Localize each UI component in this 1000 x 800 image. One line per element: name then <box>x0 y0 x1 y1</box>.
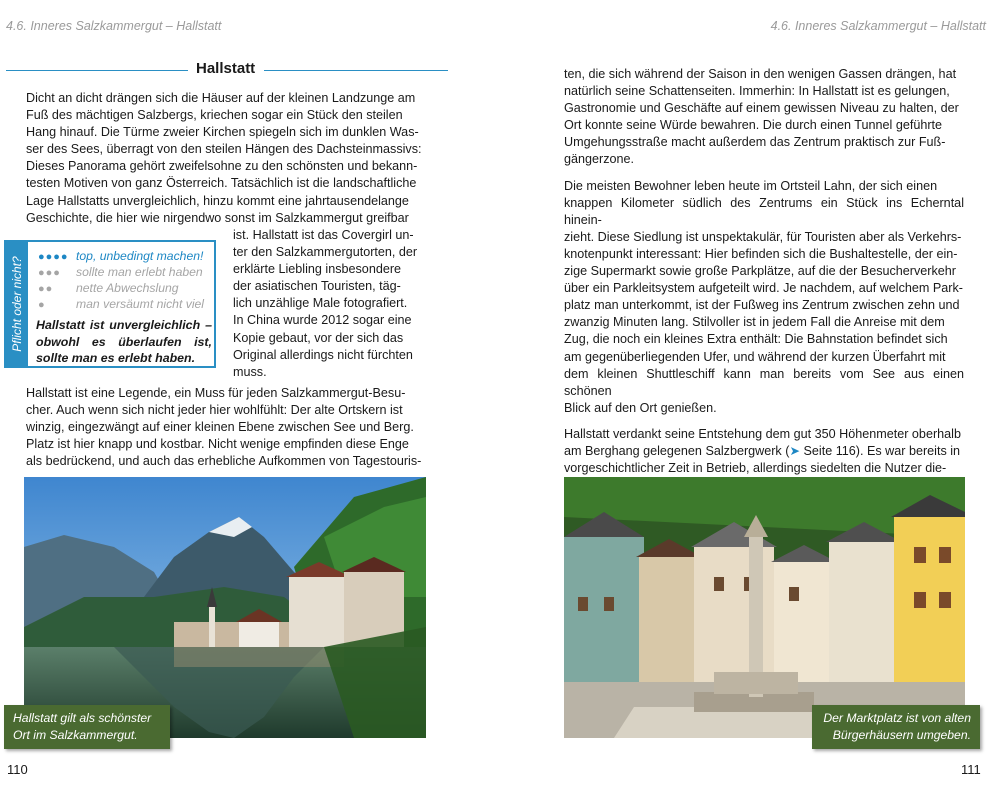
marktplatz-photo <box>564 477 965 738</box>
text-line: Dicht an dicht drängen sich die Häuser auf der kleinen Landzunge am <box>26 91 416 105</box>
text-line: Hallstatt ist eine Legende, ein Muss für jeden Salzkammergut-Besu- <box>26 386 406 400</box>
text-line: Hang hinauf. Die Türme zweier Kirchen spiegeln sich im dunklen Was- <box>26 125 419 140</box>
text-line: Geschichte, die hier wie nirgendwo sonst im Salzkammergut greifbar <box>26 210 409 225</box>
text-line: muss. <box>233 364 267 379</box>
text-line: natürlich seine Schattenseiten. Immerhin: In Hallstatt ist es gelungen, <box>564 84 950 99</box>
text-line: Umgehungsstraße macht außerdem das Zentrum praktisch zur Fuß- <box>564 135 946 150</box>
text-line: Kopie gebaut, vor der sich das <box>233 330 404 345</box>
rating-dots-icon: ●● <box>38 283 54 295</box>
section-heading: Hallstatt <box>196 60 256 77</box>
page-number-right: 111 <box>961 762 981 777</box>
text-line: Hallstatt verdankt seine Entstehung dem gut 350 Höhenmeter oberhalb <box>564 426 961 441</box>
text-line: Dieses Panorama gehört zweifelsohne zu den schönsten und bekann- <box>26 159 418 174</box>
text-line: knappen Kilometer südlich des Zentrums ein Stück ins Echerntal hinein- <box>564 195 964 227</box>
rating-row-top <box>38 249 203 263</box>
cross-reference-link[interactable]: Seite 116 <box>800 443 856 458</box>
text-line: Ort konnte seine Würde bewahren. Die durch einen Tunnel geführte <box>564 118 943 133</box>
rating-dots-icon: ●●●● <box>38 251 69 263</box>
text-line: über ein Parkleitsystem aufgeteilt wird. Je nachdem, auf welchem Park- <box>564 281 963 296</box>
text-line: dem kleinen Shuttleschiff kann man bereits vom See aus einen schönen <box>564 366 964 398</box>
rating-label: nette Abwechslung <box>76 281 179 295</box>
text-line: testen Motiven von ganz Österreich. Tatsächlich ist die landschaftliche <box>26 176 417 191</box>
text-line: Fuß des mächtigen Salzbergs, kriechen sogar ein Stück den steilen <box>26 108 403 123</box>
text-line: ser des Sees, überragt von den steilen Hängen des Dachsteinmassivs: <box>26 142 422 157</box>
text-line: ter den Salzkammergutorten, der <box>233 245 418 260</box>
text-line: am gegenüberliegenden Ufer, und während der kurzen Überfahrt mit <box>564 349 946 364</box>
paragraph <box>564 178 964 417</box>
sidebar-tab <box>6 242 28 366</box>
text-line: Original allerdings nicht fürchten <box>233 347 413 362</box>
intro-paragraph <box>26 90 426 227</box>
text-line: ten, die sich während der Saison in den wenigen Gassen drängen, hat <box>564 67 957 81</box>
photo-caption-left: Hallstatt gilt als schönster Ort im Salzkammergut. <box>4 705 170 749</box>
sidebar-verdict: Hallstatt ist unvergleichlich – obwohl es überlaufen ist, sollte man es erlebt haben. <box>36 318 212 365</box>
intro-wrap-text <box>233 227 426 381</box>
heading-rule-left <box>6 70 188 71</box>
text-line: cher. Auch wenn sich nicht jeder hier wohlfühlt: Der alte Ortskern ist <box>26 403 403 418</box>
text-line: zwanzig Minuten lang. Stilvoller ist in jedem Fall die Anreise mit dem <box>564 315 945 330</box>
heading-rule-right <box>264 70 448 71</box>
text-line: platz man unterkommt, ist der Fußweg ins Zentrum zwischen zehn und <box>564 298 960 313</box>
text-line: lich unzählige Male fotografiert. <box>233 296 408 311</box>
text-line: In China wurde 2012 sogar eine <box>233 313 412 328</box>
text-line: vorgeschichtlicher Zeit in Betrieb, allerdings siedelten die Nutzer die- <box>564 461 947 476</box>
running-header-right: 4.6. Inneres Salzkammergut – Hallstatt <box>770 19 986 33</box>
text-line: Die meisten Bewohner leben heute im Ortsteil Lahn, der sich einen <box>564 178 938 193</box>
text-line: ist. Hallstatt ist das Covergirl un- <box>233 228 414 242</box>
text-line: als bedrückend, und auch das erhebliche Aufkommen von Tagestouris- <box>26 454 422 469</box>
right-body-text <box>564 66 964 520</box>
text-line: erklärte Liebling insbesondere <box>233 262 402 277</box>
text-line: Gastronomie und Geschäfte auf einem gewissen Niveau zu halten, der <box>564 101 959 116</box>
paragraph <box>564 66 964 169</box>
rating-row-should <box>38 265 203 279</box>
text-line: Lage Hallstatts unvergleichlich, hinzu kommt eine jahrtausendelange <box>26 193 409 208</box>
page-number-left: 110 <box>7 762 28 777</box>
text-line: gängerzone. <box>564 152 635 167</box>
running-header-left: 4.6. Inneres Salzkammergut – Hallstatt <box>6 19 222 33</box>
text-line: Blick auf den Ort genießen. <box>564 400 717 415</box>
cross-reference-arrow-icon: ➤ <box>789 443 800 458</box>
text-line: der asiatischen Touristen, täg- <box>233 279 401 294</box>
text-line: Zug, die noch ein kleines Extra enthält: Die Bahnstation befindet sich <box>564 332 948 347</box>
text-line: winzig, eingezwängt auf einer kleinen Ebene zwischen See und Berg. <box>26 420 414 435</box>
text-line: Platz ist hier knapp und kostbar. Nicht wenige empfinden diese Enge <box>26 437 409 452</box>
rating-label: top, unbedingt machen! <box>76 249 204 263</box>
section-heading-row <box>6 59 448 81</box>
rating-row-nice <box>38 281 179 295</box>
text-fragment: am Berghang gelegenen Salzbergwerk ( <box>564 443 790 458</box>
hallstatt-lake-photo <box>24 477 426 738</box>
rating-dots-icon: ●●● <box>38 267 61 279</box>
rating-dots-icon: ● <box>38 299 46 311</box>
paragraph-legend <box>26 385 426 470</box>
rating-label: man versäumt nicht viel <box>76 297 205 311</box>
rating-row-skip <box>38 297 204 311</box>
sidebar-tab-label: Pflicht oder nicht? <box>10 256 24 352</box>
rating-sidebar <box>4 240 216 368</box>
text-line: zige Supermarkt sowie große Parkplätze, auf die der Besucherverkehr <box>564 264 956 279</box>
rating-label: sollte man erlebt haben <box>76 265 203 279</box>
text-line-with-ref <box>564 443 964 460</box>
photo-caption-right: Der Marktplatz ist von alten Bürgerhäusern umgeben. <box>812 705 980 749</box>
text-line: knotenpunkt interessant: Hier befinden sich die Bushaltestelle, der ein- <box>564 246 958 261</box>
text-line: zieht. Diese Siedlung ist unspektakulär, für Touristen aber als Verkehrs- <box>564 229 962 244</box>
text-fragment: ). Es war bereits in <box>855 443 961 458</box>
